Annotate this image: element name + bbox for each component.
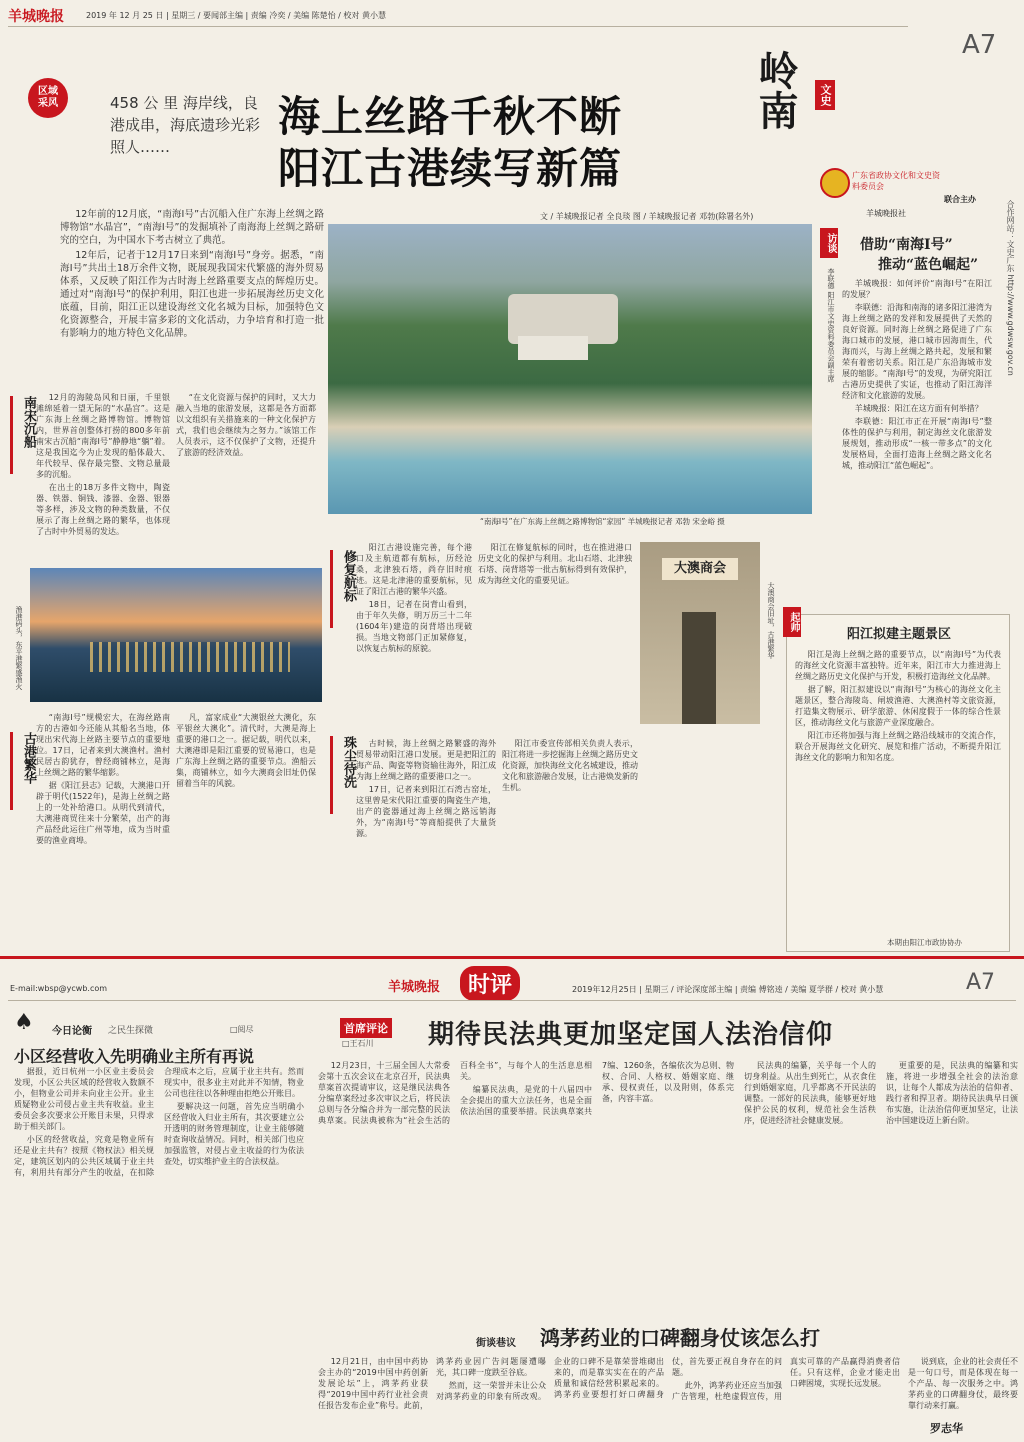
col-p1: 据报，近日杭州一小区业主委员会发现，小区公共区域的经营收入数额不小，但物业公司并未向业主公开。业主质疑物业公司侵占业主共有收益。业主委员会多次要求公开账目未果，只得求助于相关部门。 (14, 1067, 154, 1131)
opinion-email: E-mail:wbsp@ycwb.com (10, 984, 108, 993)
col-author: □阅尽 (230, 1025, 254, 1034)
s1-col-a (36, 392, 170, 554)
joint-label: 联合主办 (944, 195, 976, 204)
section-label-4-text: 珠尘待洗 (341, 736, 356, 788)
s4-p1: 古时候，海上丝绸之路繁盛的海外贸易带动阳江港口发展。更是把阳江的海产品、陶瓷等物资输往海外，阳江成为海上丝绸之路的重要港口之一。 (356, 739, 496, 781)
col-title: 小区经营收入先明确业主所有再说 (14, 1047, 255, 1066)
gate-photo (640, 542, 760, 724)
harbour-photo-caption: 渔港码头，东平港繁盛渔火 (15, 606, 23, 690)
proposal-box (786, 614, 1010, 952)
col-sub: 之民生探微 (108, 1026, 154, 1036)
byline: 文 / 羊城晚报记者 全良琰 图 / 羊城晚报记者 邓勃(除署名外) (540, 212, 754, 221)
side-p2: 然而，这一荣誉并未让公众对鸿茅药业的印象有所改观。企业的口碑不是靠荣誉堆砌出来的，而是靠实实在在的产品质量和诚信经营积累起来的。鸿茅药业要想打好口碑翻身仗，首先要正视自身存在的问题。 (436, 1357, 782, 1401)
s3-p1: 阳江古港设施完善，每个港口及主航道都有航标，历经沧桑，北津独石塔，尚存旧时痕迹。这是北津港的重要航标，见证了阳江古港的繁华兴盛。 (356, 543, 472, 596)
gate-door (682, 612, 716, 724)
interview-a2: 李联德：阳江市正在开展“南海Ⅰ号”整体性的保护与利用，制定海丝文化旅游发展规划，推动形成“一核一带多点”的文化发展格局，全面打造海上丝绸之路文化名城，推动阳江“蓝色崛起”。 (842, 417, 992, 470)
s1-col-b (176, 392, 316, 554)
s3-col-a (356, 542, 472, 724)
section-label-1-text: 南宋沉船 (21, 396, 36, 448)
page-number: A7 (962, 30, 997, 60)
s2-p2: 据《阳江县志》记载，大澳港口开辟于明代(1522年)，是海上丝绸之路上的一处补给港口。从明代到清代，大澳港商贸往来十分繁荣，出产的海产品经此运往广州等地，成为当时重要的渔业商埠。 (36, 781, 170, 845)
section-label-3 (330, 550, 355, 628)
intro-text (60, 208, 324, 376)
intro-p2: 12年后，记者于12月17日来到“南海Ⅰ号”身旁。据悉，“南海Ⅰ号”共出土18万余件文物，既展现我国宋代繁盛的海外贸易体系，又反映了阳江作为古时海上丝路重要支点的辉煌历史。通过对“南海Ⅰ号”的保护利用，阳江也进一步拓展海丝历史文化底蕴，目前，阳江正以建设海丝文化名城为目标，加强特色文化资源整合，开展丰富多彩的文化活动，力争培育和打造一批有影响力的地方特色文化品牌。 (60, 250, 324, 339)
side-p4: 说到底，企业的社会责任不是一句口号，而是体现在每一个产品、每一次服务之中。鸿茅药业的口碑翻身仗，最终要靠行动来打赢。 (908, 1357, 1018, 1410)
s3-p3: 阳江在修复航标的同时，也在推进港口历史文化的保护与利用。北山石塔、北津独石塔、岗背塔等一批古航标得到有效保护，成为海丝文化的重要见证。 (478, 543, 632, 585)
proposal-credit: 本期由阳江市政协协办 (887, 938, 962, 947)
intro-p1: 12年前的12月底，“南海Ⅰ号”古沉船入住广东海上丝绸之路博物馆“水晶宫”，“南海Ⅰ号”的发掘填补了南海海上丝绸之路研究的空白，为中国水下考古树立了典范。 (60, 209, 324, 246)
interview-person: 李联德 阳江市文史资料委员会副主席 (827, 268, 835, 383)
lead-commentary-title: 期待民法典更加坚定国人法治信仰 (428, 1020, 834, 1050)
opinion-meta: 2019年12月25日 | 星期三 / 评论深度部主编 | 责编 傅铭逵 / 美编 夏学群 / 校对 黄小慧 (572, 985, 884, 994)
proposal-p1: 阳江是海上丝绸之路的重要节点，以“南海Ⅰ号”为代表的海丝文化资源丰富独特。近年来，阳江市大力推进海上丝绸之路历史文化保护与开发，积极打造海丝文化品牌。 (795, 650, 1001, 681)
s3-p2: 18日，记者在岗背山看到，由于年久失修，明万历三十二年(1604年)建造的岗背塔出现破损。当地文物部门正加紧修复，以恢复古航标的原貌。 (356, 600, 472, 653)
s1-p1: 12月的海陵岛风和日丽，千里银滩绵延着一望无际的“水晶宫”。这是广东海上丝绸之路博物馆。博物馆内，世界首创整体打捞的800多年前南宋古沉船“南海Ⅰ号”静静地“躺”着。这是我国迄今为止发现的船体最大、年代较早、保存最完整、文物总量最多的沉船。 (36, 393, 170, 479)
paper-name: 羊城晚报 (8, 9, 64, 25)
harbour-lights (90, 642, 290, 672)
lead-label: 首席评论 (340, 1018, 392, 1038)
masthead-logo (8, 6, 64, 26)
col-p3: 要解决这一问题，首先应当明确小区经营收入归业主所有，其次要建立公开透明的财务管理制度，让业主能够随时查询收益情况。同时，相关部门也应加强监管，对侵占业主收益的行为依法查处，切实维护业主的合法权益。 (164, 1102, 304, 1166)
partner-url: 合作网站：文史广东 http://www.gdwsw.gov.cn (1006, 200, 1015, 376)
top-rule (8, 26, 908, 27)
proposal-label (783, 607, 801, 637)
org-name: 广东省政协文化和文史资料委员会 (852, 171, 940, 191)
top-meta: 2019 年 12 月 25 日 | 星期三 / 要闻部主编 | 责编 冷奕 / 美编 陈楚怡 / 校对 黄小慧 (86, 11, 386, 20)
lead-subtitle: 458 公 里 海岸线，良港成串，海底遗珍光彩照人…… (110, 94, 261, 156)
interview-label (820, 228, 838, 258)
interview-title-2: 推动“蓝色崛起” (878, 257, 979, 273)
lead-title-line1: 海上丝路千秋不断 (278, 92, 623, 141)
s2-p1: “南海Ⅰ号”规模宏大，在海丝路南方的古港如今还能从其船名当地，体现出宋代海上丝路主要节点的重要地位。17日，记者来到大澳渔村。渔村民居古韵犹存，曾经商铺林立，是海上丝绸之路的繁华缩影。 (36, 713, 170, 777)
interview-title-1: 借助“南海Ⅰ号” (860, 237, 953, 253)
section-label-4 (330, 736, 355, 814)
harbour-photo (30, 568, 322, 702)
lead-author: □王石川 (342, 1039, 374, 1048)
side-p1: 12月21日，由中国中药协会主办的“2019中国中药创新发展论坛”上，鸿茅药业获得“2019中国中药行业社会责任报告发布企业”称号。此前，鸿茅药业因广告问题屡遭曝光，其口碑一度跌至谷底。 (318, 1357, 546, 1410)
s4-col-b (502, 738, 638, 950)
interview-q1: 羊城晚报：如何评价“南海Ⅰ号”在阳江的发展？ (842, 279, 992, 299)
lead-text (318, 1060, 1018, 1292)
s1-p3: “在文化资源与保护的同时，又大力融入当地的旅游发展，这都是各方面都以文组织有关措施来的一种文化保护方式，我们也会继续为之努力。”该馆工作人员表示，这不仅保护了文物，还提升了旅游的经济效益。 (176, 393, 316, 457)
gate-sign: 大澳商会 (662, 558, 738, 580)
s2-p3: 凡，富家成业“大澳银丝大澳化，东平银丝大澳化”。清代时，大澳是海上重要的港口之一。据记载，明代以来，大澳港即是阳江重要的贸易港口，也是广东海上丝绸之路的重要节点。渔船云集，商铺林立，如今大澳商会旧址仍保留着当年的风貌。 (176, 713, 316, 788)
interview-text (842, 278, 992, 616)
gate-photo-caption: 大澳商会旧址，古港繁华 (767, 582, 775, 659)
opinion-page-number: A7 (966, 970, 996, 995)
s4-p3: 阳江市委宣传部相关负责人表示，阳江将进一步挖掘海上丝绸之路历史文化资源，加快海丝文化名城建设，推动文化和旅游融合发展，让古港焕发新的生机。 (502, 739, 638, 792)
section-title: 岭南 (752, 50, 799, 130)
lead-p3: 民法典的编纂，关乎每一个人的切身利益。从出生到死亡，从衣食住行到婚姻家庭，几乎都离不开民法的调整。一部好的民法典，能够更好地保护公民的权利，规范社会生活秩序，促进经济社会健康发展。 (744, 1061, 876, 1125)
s4-col-a (356, 738, 496, 950)
section-tag: 文史 (815, 80, 835, 110)
main-photo-caption: “南海Ⅰ号”在广东海上丝绸之路博物馆“家园” 羊城晚报记者 邓勃 宋金峪 摄 (480, 517, 725, 526)
interview-label-text: 访谈 (825, 233, 836, 253)
side-p3: 此外，鸿茅药业还应当加强广告管理，杜绝虚假宣传，用真实可靠的产品赢得消费者信任。只有这样，企业才能走出口碑困境，实现长远发展。 (672, 1357, 900, 1401)
side-title: 鸿茅药业的口碑翻身仗该怎么打 (540, 1326, 820, 1350)
proposal-label-text: 起帅 (788, 612, 799, 632)
section-label-2 (10, 732, 35, 810)
lead-p2: 编纂民法典，是党的十八届四中全会提出的重大立法任务，也是全面依法治国的重要举措。民法典草案共7编、1260条，各编依次为总则、物权、合同、人格权、婚姻家庭、继承、侵权责任，以及附则，体系完备，内容丰富。 (460, 1061, 734, 1116)
section-label-2-text: 古港繁华 (21, 732, 36, 784)
section-label-1 (10, 396, 35, 474)
page-divider (0, 956, 1024, 959)
s1-p2: 在出土的18万多件文物中，陶瓷器、铁器、铜钱、漆器、金器、银器等多样，涉及文物的种类数量，不仅展示了海上丝绸之路的繁华，也体现了古时中外贸易的发达。 (36, 483, 170, 536)
kicker-text: 区域采风 (38, 86, 58, 109)
proposal-p3: 阳江市还将加强与海上丝绸之路沿线城市的交流合作，联合开展海丝文化研究、展览和推广活动，不断提升阳江海丝文化的影响力和知名度。 (795, 731, 1001, 762)
proposal-text (795, 649, 1001, 931)
section-label-3-text: 修复航标 (341, 550, 356, 602)
interview-q2: 羊城晚报：阳江在这方面有何举措？ (854, 404, 983, 413)
col-label: 今日论衡 (52, 1026, 92, 1037)
lead-p1: 12月23日，十三届全国人大常委会第十五次会议在北京召开，民法典草案首次提请审议，这是继民法典各分编草案经过多次审议之后，将民法总则与各分编合并为一部完整的民法典草案。民法典被称为“社会生活的百科全书”，与每个人的生活息息相关。 (318, 1061, 592, 1125)
proposal-title: 阳江拟建主题景区 (847, 627, 952, 642)
s3-col-b (478, 542, 632, 724)
museum-building-2 (518, 336, 588, 360)
kicker-badge (28, 78, 68, 118)
col-p2: 小区的经营收益，究竟是物业所有还是业主共有？按照《物权法》相关规定，建筑区划内的公共区域属于业主共有，利用共有部分产生的收益，在扣除合理成本之后，应属于业主共有。然而现实中，很多业主对此并不知情，物业公司也往往以各种理由拒绝公开账目。 (14, 1067, 304, 1177)
s2-col-a (36, 712, 170, 952)
main-photo (328, 224, 812, 514)
side-text (318, 1356, 1018, 1436)
partner-name: 羊城晚报社 (866, 209, 906, 218)
cards-icon: ♠ (14, 1010, 34, 1035)
col-text (14, 1066, 304, 1432)
s4-p2: 17日，记者来到阳江石湾古窑址，这里曾是宋代阳江重要的陶瓷生产地，出产的瓷器通过海上丝绸之路远销海外，为“南海Ⅰ号”等商船提供了大量货源。 (356, 785, 496, 838)
org-emblem-icon (820, 168, 850, 198)
side-author: 罗志华 (930, 1422, 963, 1435)
opinion-rule (8, 1000, 1016, 1001)
opinion-section: 时评 (460, 966, 520, 1001)
opinion-paper: 羊城晚报 (388, 980, 441, 995)
proposal-p2: 据了解，阳江拟建设以“南海Ⅰ号”为核心的海丝文化主题景区，整合海陵岛、闸坡渔港、大澳渔村等文旅资源，打造集文物展示、研学旅游、休闲度假于一体的综合性景区，推动海丝文化与旅游产业深度融合。 (795, 685, 1001, 727)
interview-a1: 李联德：沿海和南海的诸多阳江港湾为海上丝绸之路的发祥和发展提供了天然的良好资源。同时海上丝绸之路促进了广东海口城市的发展，港口城市因海而生，代海而兴，与海上丝绸之路共起，发展和繁荣有着密切关系。阳江是广东沿海城市发展的缩影。“南海Ⅰ号”的发现，为研究阳江古港历史提供了实证，也推动了阳江海洋经济和文化旅游的发展。 (842, 303, 992, 400)
lead-title-line2: 阳江古港续写新篇 (278, 144, 623, 193)
s2-col-b (176, 712, 316, 952)
side-label: 街谈巷议 (476, 1338, 516, 1349)
lead-p4: 更重要的是，民法典的编纂和实施，将进一步增强全社会的法治意识，让每个人都成为法治的信仰者、践行者和捍卫者。期待民法典早日颁布实施，让法治信仰更加坚定，让法治中国建设迈上新台阶。 (886, 1061, 1018, 1125)
